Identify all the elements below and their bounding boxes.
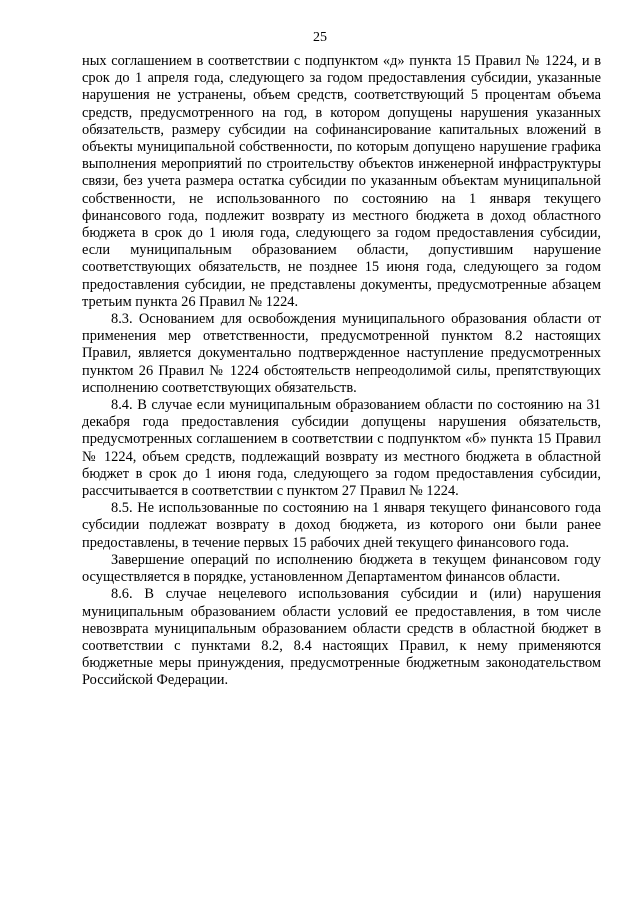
paragraph-8-3: 8.3. Основанием для освобождения муниципального образования области от применения мер ответственности, предусмотренной пунктом 8.2 настоящих Правил, является документально подтвержденное наступление предусмотренных пунктом 26 Правил № 1224 обстоятельств непреодолимой силы, препятствующих исполнению соответствующих обязательств. xyxy=(82,311,601,396)
paragraph-continuation: ных соглашением в соответствии с подпунктом «д» пункта 15 Правил № 1224, и в срок до 1 апреля года, следующего за годом предоставления субсидии, указанные нарушения не устранены, объем средств, соответствующий 5 процентам объема средств, предусмотренного на год, в котором допущены нарушения указанных обязательств, размеру субсидии на софинансирование капитальных вложений в объекты муниципальной собственности, по которым допущено нарушение графика выполнения мероприятий по строительству объектов инженерной инфраструктуры связи, без учета размера остатка субсидии по указанным объектам муниципальной собственности, не использованного по состоянию на 1 января текущего финансового года, подлежит возврату из местного бюджета в доход областного бюджета в срок до 1 июля года, следующего за годом предоставления субсидии, если муниципальным образованием области, допустившим нарушение соответствующих обязательств, не позднее 15 июня года, следующего за годом предоставления субсидии, не представлены документы, предусмотренные абзацем третьим пункта 26 Правил № 1224. xyxy=(82,53,601,310)
paragraph-budget-completion: Завершение операций по исполнению бюджета в текущем финансовом году осуществляется в порядке, установленном Департаментом финансов области. xyxy=(82,551,601,586)
paragraph-8-6: 8.6. В случае нецелевого использования субсидии и (или) нарушения муниципальным образованием области условий ее предоставления, в том числе невозврата муниципальным образованием области средств в областной бюджет в соответствии с пунктами 8.2, 8.4 настоящих Правил, к нему применяются бюджетные меры принуждения, предусмотренные бюджетным законодательством Российской Федерации. xyxy=(82,586,601,689)
page-number: 25 xyxy=(313,30,327,45)
paragraph-8-5: 8.5. Не использованные по состоянию на 1 января текущего финансового года субсидии подлежат возврату в доход бюджета, из которого они были ранее предоставлены, в течение первых 15 рабочих дней текущего финансового года. xyxy=(82,500,601,551)
document-body xyxy=(82,53,601,690)
paragraph-8-4: 8.4. В случае если муниципальным образованием области по состоянию на 31 декабря года предоставления субсидии допущены нарушения обязательств, предусмотренных соглашением в соответствии с подпунктом «б» пункта 15 Правил № 1224, объем средств, подлежащий возврату из местного бюджета в областной бюджет в срок до 1 июня года, следующего за годом предоставления субсидии, рассчитывается в соответствии с пунктом 27 Правил № 1224. xyxy=(82,397,601,500)
